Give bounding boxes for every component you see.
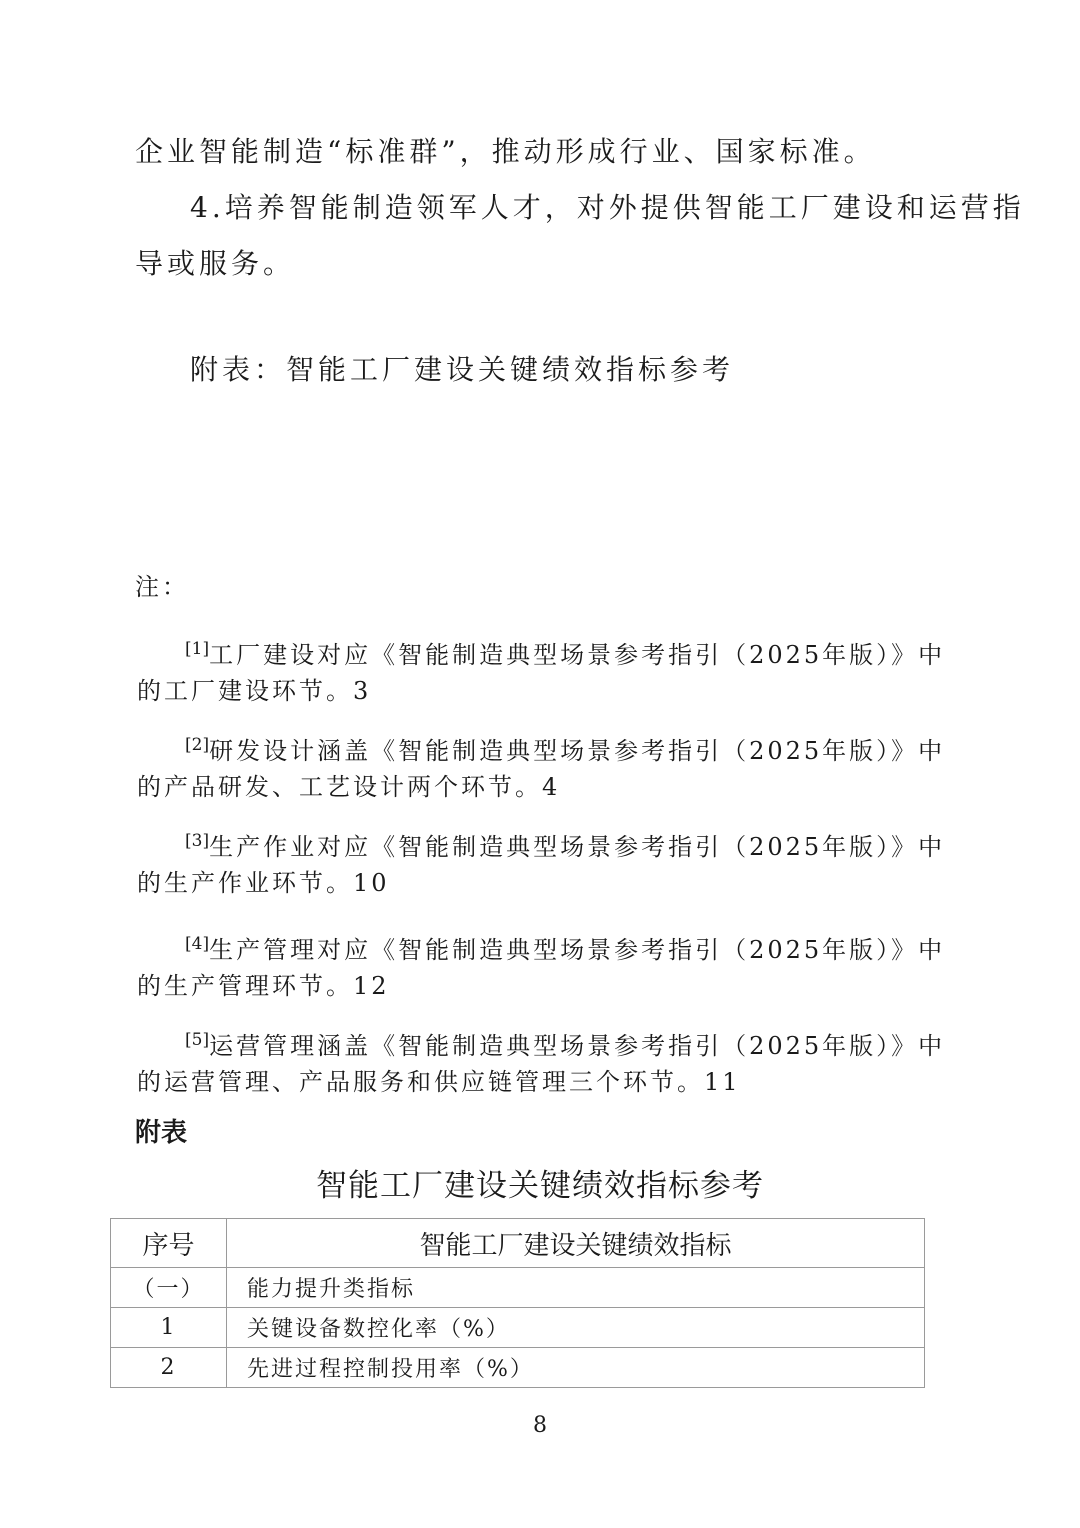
note-text: 运营管理涵盖《智能制造典型场景参考指引（2025年版）》中: [209, 1032, 946, 1060]
row-indicator: 能力提升类指标: [227, 1268, 925, 1308]
note-text: 生产作业对应《智能制造典型场景参考指引（2025年版）》中: [209, 833, 946, 861]
note-text: 工厂建设对应《智能制造典型场景参考指引（2025年版）》中: [209, 641, 946, 669]
row-indicator: 关键设备数控化率（%）: [227, 1308, 925, 1348]
row-index: （一）: [111, 1268, 227, 1308]
note-marker: [1]: [185, 639, 210, 659]
note-text-continued: 的生产作业环节。10: [137, 869, 390, 897]
note-text: 研发设计涵盖《智能制造典型场景参考指引（2025年版）》中: [209, 737, 946, 765]
kpi-table: [110, 1218, 925, 1388]
note-marker: [3]: [185, 831, 210, 851]
body-line-3: 导或服务。: [135, 247, 296, 280]
note-text-continued: 的产品研发、工艺设计两个环节。4: [137, 773, 561, 801]
row-indicator: 先进过程控制投用率（%）: [227, 1348, 925, 1388]
note-text-continued: 的运营管理、产品服务和供应链管理三个环节。11: [137, 1068, 741, 1096]
note-marker: [5]: [185, 1030, 210, 1050]
attachment-reference: 附表：智能工厂建设关键绩效指标参考: [190, 353, 735, 386]
body-line-1: 企业智能制造“标准群”，推动形成行业、国家标准。: [135, 135, 876, 168]
note-marker: [4]: [185, 934, 210, 954]
table-row: [111, 1268, 925, 1308]
table-title: 智能工厂建设关键绩效指标参考: [316, 1168, 764, 1204]
note-marker: [2]: [185, 735, 210, 755]
table-row: [111, 1308, 925, 1348]
appendix-label: 附表: [135, 1118, 188, 1148]
note-text-continued: 的生产管理环节。12: [137, 972, 390, 1000]
row-index: 2: [111, 1348, 227, 1388]
note-text: 生产管理对应《智能制造典型场景参考指引（2025年版）》中: [209, 936, 946, 964]
row-index: 1: [111, 1308, 227, 1348]
table-row: [111, 1348, 925, 1388]
note-text-continued: 的工厂建设环节。3: [137, 677, 372, 705]
body-line-2: 4.培养智能制造领军人才，对外提供智能工厂建设和运营指: [190, 191, 1025, 224]
table-header-row: [111, 1219, 925, 1268]
header-indicator: 智能工厂建设关键绩效指标: [227, 1219, 925, 1268]
notes-heading: 注：: [135, 573, 189, 601]
header-index: 序号: [111, 1219, 227, 1268]
page-number: 8: [533, 1413, 547, 1438]
